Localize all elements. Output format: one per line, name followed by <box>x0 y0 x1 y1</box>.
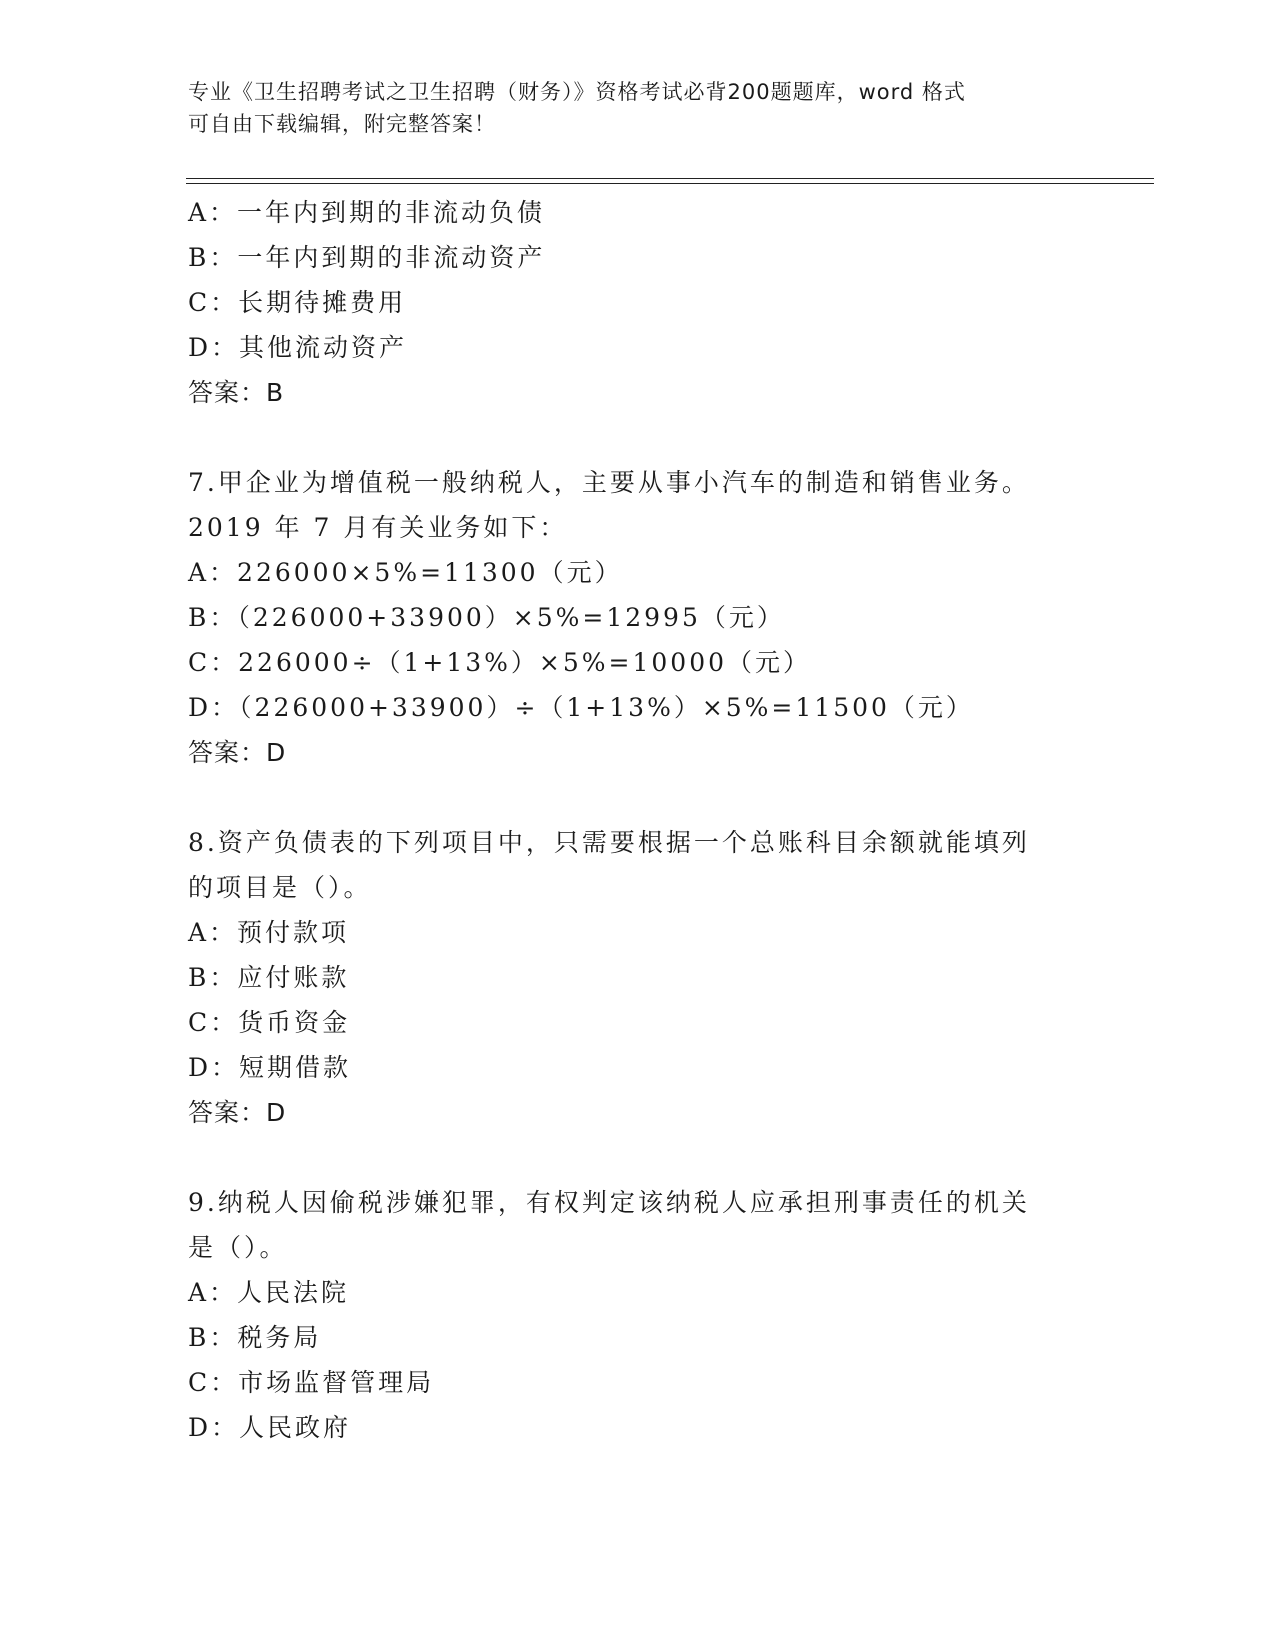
q9-option-d: D：人民政府 <box>188 1413 352 1442</box>
q8-option-a: A：预付款项 <box>188 918 350 947</box>
q6-option-d: D：其他流动资产 <box>188 333 408 362</box>
q6-option-a: A：一年内到期的非流动负债 <box>188 198 546 227</box>
q7-option-b: B：（226000+33900）×5%=12995（元） <box>188 603 785 632</box>
q6-option-b: B：一年内到期的非流动资产 <box>188 243 546 272</box>
q7-option-d: D：（226000+33900）÷（1+13%）×5%=11500（元） <box>188 693 974 722</box>
q6-option-c: C：长期待摊费用 <box>188 288 407 317</box>
q7-option-a: A：226000×5%=11300（元） <box>188 558 623 587</box>
q7-stem-line-1: 7.甲企业为增值税一般纳税人，主要从事小汽车的制造和销售业务。 <box>188 468 1030 497</box>
q9-stem-line-1: 9.纳税人因偷税涉嫌犯罪，有权判定该纳税人应承担刑事责任的机关 <box>188 1188 1030 1217</box>
q8-stem-line-1: 8.资产负债表的下列项目中，只需要根据一个总账科目余额就能填列 <box>188 828 1030 857</box>
header-divider-bottom <box>186 183 1154 184</box>
q9-stem-line-2: 是（）。 <box>188 1233 288 1262</box>
q8-stem-line-2: 的项目是（）。 <box>188 873 372 902</box>
header-divider-top <box>186 178 1154 179</box>
q8-option-c: C：货币资金 <box>188 1008 351 1037</box>
q8-answer: 答案：D <box>188 1098 287 1127</box>
document-header <box>188 76 1088 140</box>
header-title-line-2: 可自由下载编辑，附完整答案！ <box>188 112 496 136</box>
q6-answer: 答案：B <box>188 378 285 407</box>
q9-option-c: C：市场监督管理局 <box>188 1368 435 1397</box>
q7-option-c: C：226000÷（1+13%）×5%=10000（元） <box>188 648 812 677</box>
q9-option-a: A：人民法院 <box>188 1278 350 1307</box>
q8-option-b: B：应付账款 <box>188 963 350 992</box>
q9-option-b: B：税务局 <box>188 1323 322 1352</box>
q7-stem-line-2: 2019 年 7 月有关业务如下： <box>188 513 568 542</box>
q8-option-d: D：短期借款 <box>188 1053 352 1082</box>
q7-answer: 答案：D <box>188 738 287 767</box>
header-title-line-1: 专业《卫生招聘考试之卫生招聘（财务）》资格考试必背200题题库，word 格式 <box>188 80 966 104</box>
